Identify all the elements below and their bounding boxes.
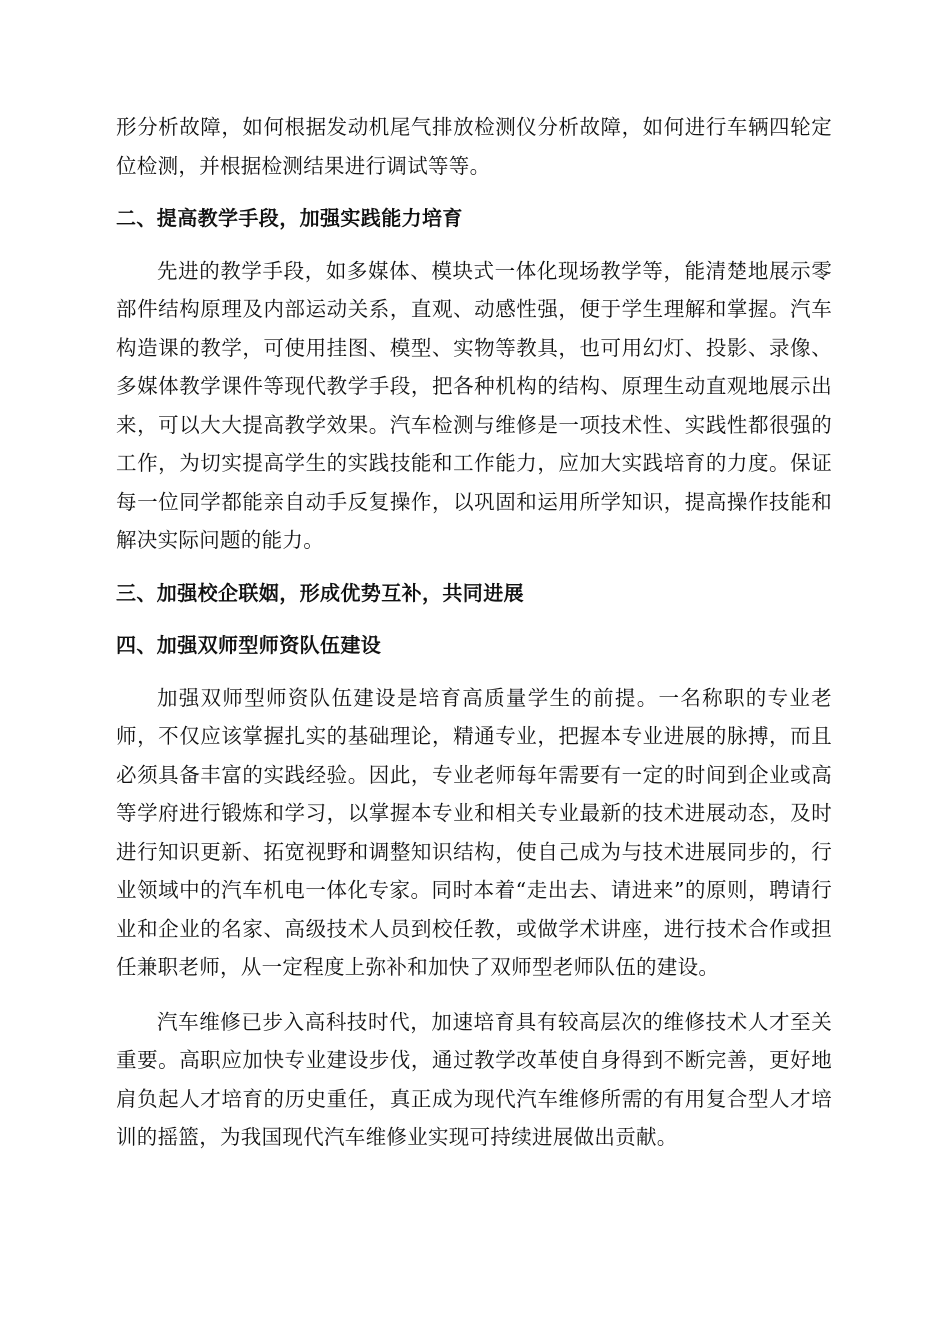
document-body	[116, 108, 832, 1157]
paragraph-conclusion: 汽车维修已步入高科技时代，加速培育具有较高层次的维修技术人才至关重要。高职应加快专业建设步伐，通过教学改革使自身得到不断完善，更好地肩负起人才培育的历史重任，真正成为现代汽车维修所需的有用复合型人才培训的摇篮，为我国现代汽车维修业实现可持续进展做出贡献。	[116, 1009, 832, 1149]
paragraph-teacher-team: 加强双师型师资队伍建设是培育高质量学生的前提。一名称职的专业老师，不仅应该掌握扎实的基础理论，精通专业，把握本专业进展的脉搏，而且必须具备丰富的实践经验。因此，专业老师每年需要有一定的时间到企业或高等学府进行锻炼和学习，以掌握本专业和相关专业最新的技术进展动态，及时进行知识更新、拓宽视野和调整知识结构，使自己成为与技术进展同步的，行业领域中的汽车机电一体化专家。同时本着“走出去、请进来”的原则，聘请行业和企业的名家、高级技术人员到校任教，或做学术讲座，进行技术合作或担任兼职老师，从一定程度上弥补和加快了双师型老师队伍的建设。	[116, 685, 832, 979]
section-heading-3: 三、加强校企联姻，形成优势互补，共同进展	[116, 580, 524, 605]
spacer	[116, 612, 832, 626]
spacer	[116, 238, 832, 252]
section-heading-4: 四、加强双师型师资队伍建设	[116, 633, 382, 657]
spacer	[116, 987, 832, 1003]
spacer	[116, 665, 832, 679]
paragraph-continuation: 形分析故障，如何根据发动机尾气排放检测仪分析故障，如何进行车辆四轮定位检测，并根据检测结果进行调试等等。	[116, 115, 832, 178]
section-heading-2: 二、提高教学手段，加强实践能力培育	[116, 206, 463, 230]
paragraph-teaching-methods: 先进的教学手段，如多媒体、模块式一体化现场教学等，能清楚地展示零部件结构原理及内部运动关系，直观、动感性强，便于学生理解和掌握。汽车构造课的教学，可使用挂图、模型、实物等教具，也可用幻灯、投影、录像、多媒体教学课件等现代教学手段，把各种机构的结构、原理生动直观地展示出来，可以大大提高教学效果。汽车检测与维修是一项技术性、实践性都很强的工作，为切实提高学生的实践技能和工作能力，应加大实践培育的力度。保证每一位同学都能亲自动手反复操作，以巩固和运用所学知识，提高操作技能和解决实际问题的能力。	[116, 258, 832, 552]
spacer	[116, 560, 832, 574]
spacer	[116, 185, 832, 199]
